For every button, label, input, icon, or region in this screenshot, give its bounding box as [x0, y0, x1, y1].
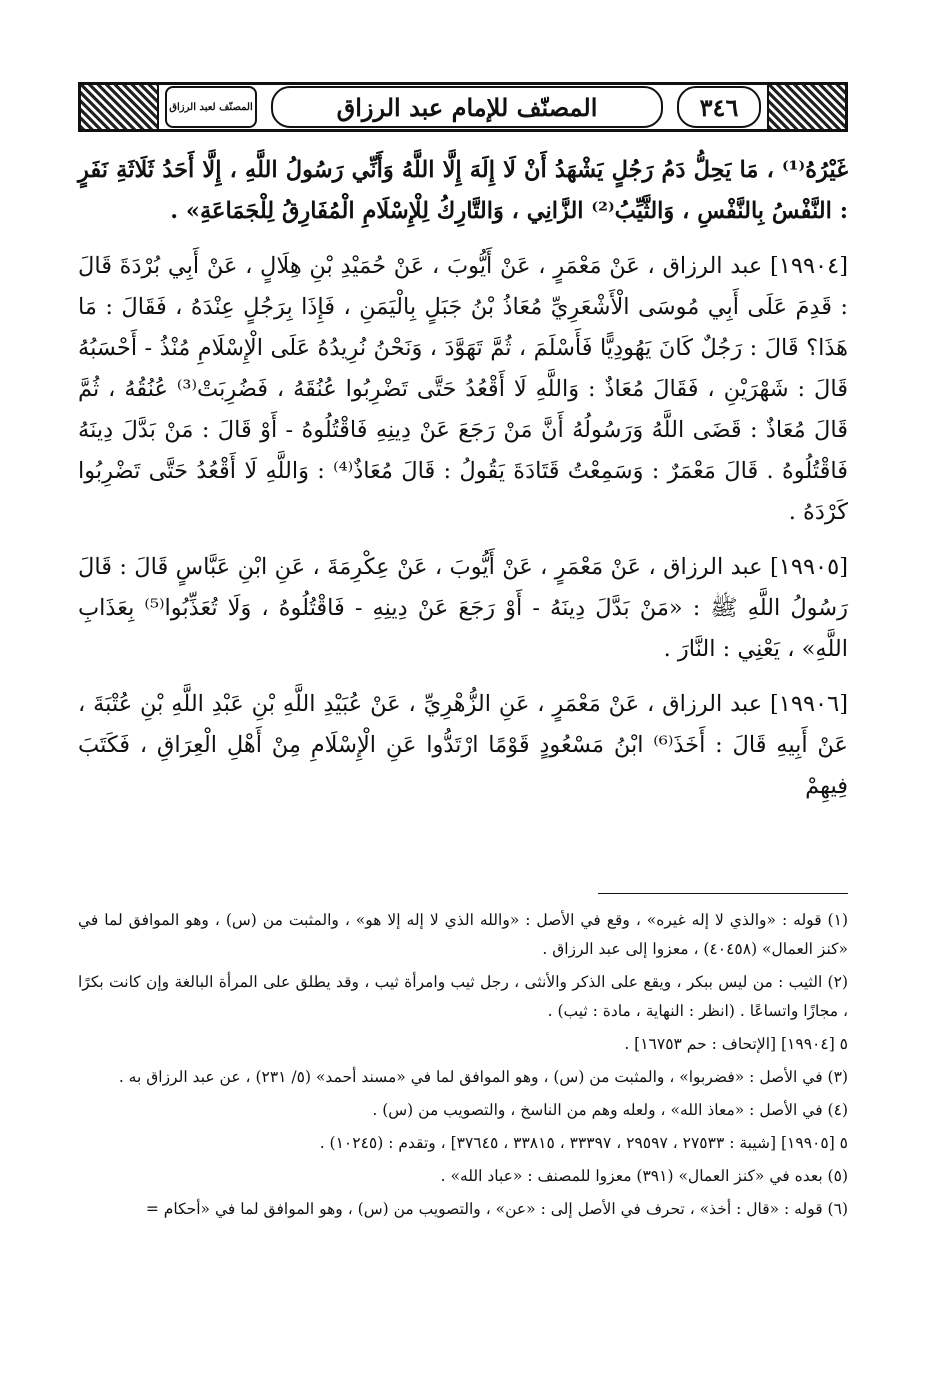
ornament-right-icon — [767, 85, 845, 129]
footnote-1: (١) قوله : «والذي لا إله غيره» ، وقع في الأصل : «والله الذي لا إله إلا هو» ، والمثبت من (س) ، وهو الموافق لما في «كنز العمال» (٤٠٤٥٨) ، معزوا إلى عبد الرزاق . — [78, 911, 848, 958]
ornament-left-icon — [81, 85, 159, 129]
book-badge: المصنّف لعبد الرزاق — [165, 86, 257, 128]
page-header — [78, 82, 848, 132]
main-text — [78, 150, 848, 821]
footnote-ref-19905: ٥ [١٩٩٠٥] [شيبة : ٢٧٥٣٣ ، ٢٩٥٩٧ ، ٣٣٣٩٧ ، ٣٣٨١٥ ، ٣٧٦٤٥] ، وتقدم : (١٠٢٤٥) . — [319, 1134, 848, 1152]
footnotes — [78, 906, 848, 1228]
paragraph-1: غَيْرُهُ⁽¹⁾ ، مَا يَحِلُّ دَمُ رَجُلٍ يَشْهَدُ أَنْ لَا إِلَهَ إِلَّا اللَّهُ وَأَنِّي رَسُولُ اللَّهِ ، إِلَّا أَحَدُ ثَلَاثَةِ نَفَرٍ : النَّفْسُ بِالنَّفْسِ ، وَالثَّيِّبُ⁽²⁾ الزَّانِي ، وَالتَّارِكُ لِلْإِسْلَامِ الْمُفَارِقُ لِلْجَمَاعَةِ» . — [78, 157, 848, 224]
footnote-separator — [598, 893, 848, 894]
paragraph-3: [١٩٩٠٥] عبد الرزاق ، عَنْ مَعْمَرٍ ، عَنْ أَيُّوبَ ، عَنْ عِكْرِمَةَ ، عَنِ ابْنِ عَبَّاسٍ قَالَ : قَالَ رَسُولُ اللَّهِ ﷺ : «مَنْ بَدَّلَ دِينَهُ - أَوْ رَجَعَ عَنْ دِينِهِ - فَاقْتُلُوهُ ، وَلَا تُعَذِّبُوا⁽⁵⁾ بِعَذَابِ اللَّهِ» ، يَعْنِي : النَّارَ . — [78, 554, 849, 662]
paragraph-4: [١٩٩٠٦] عبد الرزاق ، عَنْ مَعْمَرٍ ، عَنِ الزُّهْرِيِّ ، عَنْ عُبَيْدِ اللَّهِ بْنِ عَبْدِ اللَّهِ بْنِ عُتْبَةَ ، عَنْ أَبِيهِ قَالَ : أَخَذَ⁽⁶⁾ ابْنُ مَسْعُودٍ قَوْمًا ارْتَدُّوا عَنِ الْإِسْلَامِ مِنْ أَهْلِ الْعِرَاقِ ، فَكَتَبَ فِيهِمْ — [78, 691, 848, 799]
footnote-4: (٤) في الأصل : «معاذ الله» ، ولعله وهم من الناسخ ، والتصويب من (س) . — [372, 1101, 848, 1119]
footnote-2: (٢) الثيب : من ليس ببكر ، ويقع على الذكر والأنثى ، رجل ثيب وامرأة ثيب ، وقد يطلق على المرأة البالغة وإن كانت بكرًا ، مجازًا واتساعًا . (انظر : النهاية ، مادة : ثيب) . — [78, 973, 848, 1020]
footnote-6: (٦) قوله : «قال : أخذ» ، تحرف في الأصل إلى : «عن» ، والتصويب من (س) ، وهو الموافق لما في «أحكام = — [145, 1200, 848, 1218]
footnote-ref-19904: ٥ [١٩٩٠٤] [الإتحاف : حم ١٦٧٥٣] . — [624, 1035, 848, 1053]
footnote-3: (٣) في الأصل : «فضربوا» ، والمثبت من (س) ، وهو الموافق لما في «مسند أحمد» (٥/ ٢٣١) ، عن عبد الرزاق به . — [118, 1068, 848, 1086]
footnote-5: (٥) بعده في «كنز العمال» (٣٩١) معزوا للمصنف : «عباد الله» . — [440, 1167, 848, 1185]
page-number: ٣٤٦ — [677, 86, 761, 128]
paragraph-2: [١٩٩٠٤] عبد الرزاق ، عَنْ مَعْمَرٍ ، عَنْ أَيُّوبَ ، عَنْ حُمَيْدِ بْنِ هِلَالٍ ، عَنْ أَبِي بُرْدَةَ قَالَ : قَدِمَ عَلَى أَبِي مُوسَى الْأَشْعَرِيِّ مُعَاذُ بْنُ جَبَلٍ بِالْيَمَنِ ، فَإِذَا بِرَجُلٍ عِنْدَهُ ، فَقَالَ : مَا هَذَا؟ قَالَ : رَجُلٌ كَانَ يَهُودِيًّا فَأَسْلَمَ ، ثُمَّ تَهَوَّدَ ، وَنَحْنُ نُرِيدُهُ عَلَى الْإِسْلَامِ مُنْذُ - أَحْسَبُهُ قَالَ : شَهْرَيْنِ ، فَقَالَ مُعَاذٌ : وَاللَّهِ لَا أَقْعُدُ حَتَّى تَضْرِبُوا عُنُقَهُ ، فَضُرِبَتْ⁽³⁾ عُنُقُهُ ، ثُمَّ قَالَ مُعَاذٌ : قَضَى اللَّهُ وَرَسُولُهُ أَنَّ مَنْ رَجَعَ عَنْ دِينِهِ فَاقْتُلُوهُ - أَوْ قَالَ : مَنْ بَدَّلَ دِينَهُ فَاقْتُلُوهُ . قَالَ مَعْمَرٌ : وَسَمِعْتُ قَتَادَةَ يَقُولُ : قَالَ مُعَاذٌ⁽⁴⁾ : وَاللَّهِ لَا أَقْعُدُ حَتَّى تَضْرِبُوا كَرْدَهُ . — [78, 253, 848, 525]
page-title: المصنّف للإمام عبد الرزاق — [271, 86, 663, 128]
